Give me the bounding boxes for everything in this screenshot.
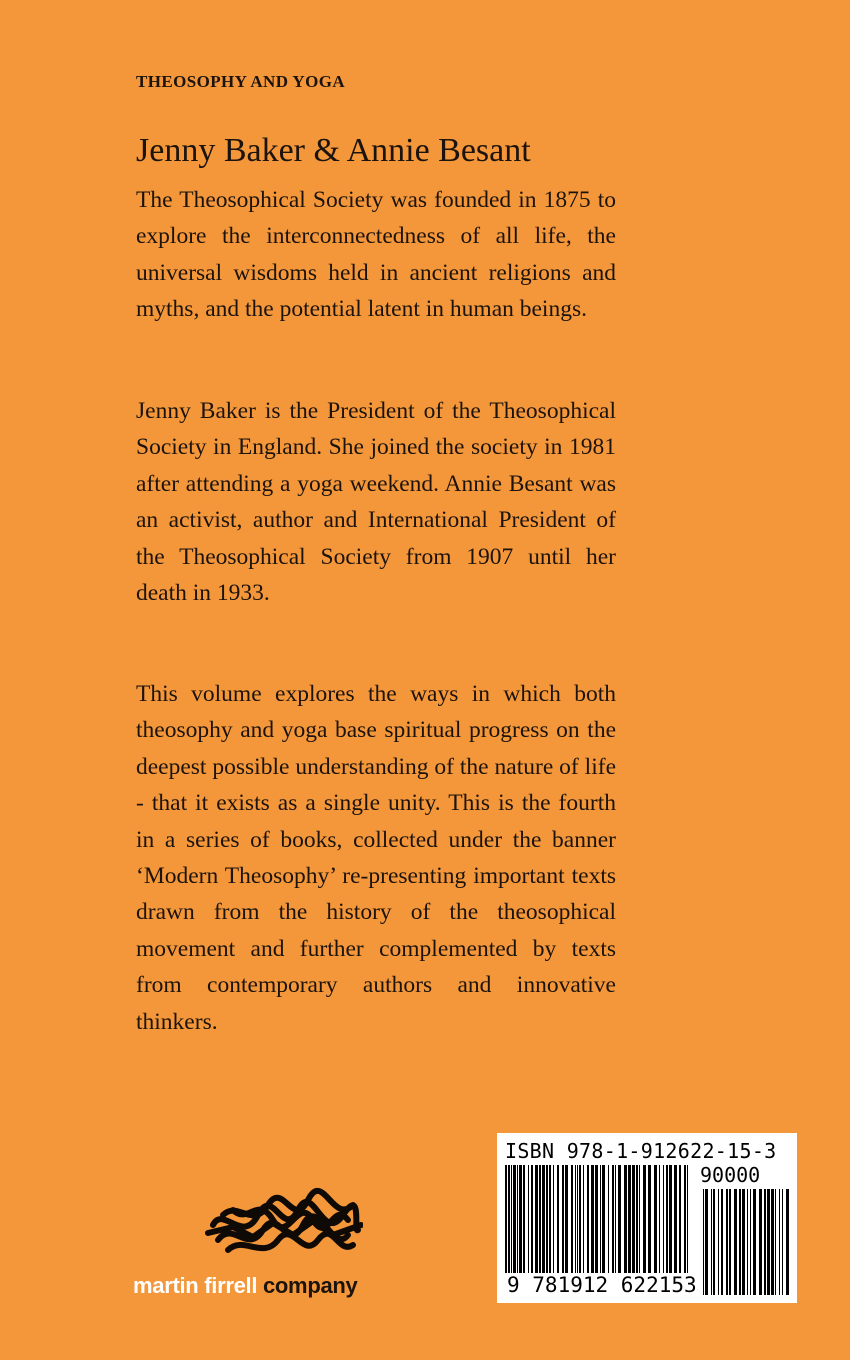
barcode-bar	[648, 1165, 651, 1283]
publisher-name	[133, 1273, 357, 1299]
barcode-bar	[786, 1189, 789, 1295]
barcode-bar	[553, 1165, 554, 1283]
barcode-bar	[771, 1189, 774, 1295]
barcode-bar	[624, 1165, 627, 1283]
barcode-bar	[734, 1189, 737, 1295]
barcode-bar	[595, 1165, 598, 1283]
scribble-logo-icon	[203, 1185, 363, 1270]
barcode-bar	[713, 1189, 715, 1295]
barcode-bar	[615, 1165, 616, 1283]
barcode-bar	[729, 1189, 731, 1295]
barcode-bar	[687, 1165, 688, 1283]
barcode-bar	[628, 1165, 631, 1283]
barcode-bar	[612, 1165, 614, 1283]
barcode-bar	[739, 1189, 741, 1295]
barcode-bar	[557, 1165, 559, 1283]
barcode-bar	[779, 1189, 780, 1295]
barcode-bar	[517, 1165, 518, 1283]
barcode-main-bars	[505, 1165, 691, 1283]
isbn-label: ISBN 978-1-912622-15-3	[505, 1139, 777, 1163]
barcode-bar	[528, 1165, 529, 1283]
barcode-bar	[575, 1165, 576, 1283]
author-bio-paragraph: Jenny Baker is the President of the Theosophical Society in England. She joined the society in 1981 after attending a yoga weekend. Annie Besant was an activist, author and International President of the Theosophical Society from 1907 until her death in 1933.	[136, 398, 616, 607]
barcode-bar	[654, 1165, 657, 1283]
barcode-bar	[523, 1165, 525, 1283]
barcode-panel	[497, 1133, 797, 1303]
barcode-addon-bars	[703, 1189, 789, 1295]
barcode-bar	[764, 1189, 766, 1295]
barcode-bar	[608, 1165, 609, 1283]
barcode-bar	[505, 1165, 507, 1283]
barcode-bar	[726, 1189, 728, 1295]
authors-heading: Jenny Baker & Annie Besant	[136, 132, 531, 169]
barcode-bar	[703, 1189, 704, 1295]
barcode-bar	[519, 1165, 522, 1283]
barcode-bar	[577, 1165, 578, 1283]
barcode-bar	[513, 1165, 516, 1283]
barcode-bar	[583, 1165, 584, 1283]
barcode-bar	[579, 1165, 581, 1283]
barcode-bar	[669, 1165, 672, 1283]
barcode-bar	[753, 1189, 756, 1295]
barcode-bar	[562, 1165, 564, 1283]
barcode-bar	[632, 1165, 635, 1283]
barcode-bar	[535, 1165, 538, 1283]
barcode-bar	[759, 1189, 762, 1295]
barcode-bar	[742, 1189, 745, 1295]
barcode-bar	[767, 1189, 770, 1295]
barcode-bar	[721, 1189, 723, 1295]
barcode-bar	[531, 1165, 533, 1283]
barcode-bar	[711, 1189, 712, 1295]
barcode-bar	[659, 1165, 660, 1283]
barcode-bar	[674, 1165, 677, 1283]
barcode-bar	[679, 1165, 681, 1283]
barcode-bar	[539, 1165, 541, 1283]
barcode-bar	[663, 1165, 664, 1283]
barcode-bar	[602, 1165, 605, 1283]
barcode-bar	[775, 1189, 776, 1295]
publisher-name-company: company	[262, 1273, 358, 1298]
barcode-bar	[508, 1165, 510, 1283]
barcode-bar	[565, 1165, 568, 1283]
barcode-bar	[600, 1165, 601, 1283]
barcode-addon-price: 90000	[700, 1163, 761, 1187]
barcode-bar	[718, 1189, 719, 1295]
publisher-logo	[133, 1185, 373, 1305]
barcode-bar	[684, 1165, 686, 1283]
series-title: THEOSOPHY AND YOGA	[136, 72, 346, 91]
barcode-bar	[618, 1165, 621, 1283]
barcode-bar	[750, 1189, 751, 1295]
barcode-digits: 9 781912 622153	[507, 1273, 697, 1297]
barcode-bar	[639, 1165, 640, 1283]
barcode-bar	[782, 1189, 783, 1295]
barcode-bar	[705, 1189, 708, 1295]
barcode-bar	[587, 1165, 589, 1283]
publisher-name-main: martin firrell	[133, 1273, 258, 1298]
barcode-bar	[542, 1165, 545, 1283]
barcode-bar	[571, 1165, 573, 1283]
barcode-bar	[591, 1165, 594, 1283]
barcode-bar	[666, 1165, 668, 1283]
barcode-bar	[643, 1165, 646, 1283]
barcode-bar	[549, 1165, 551, 1283]
volume-description-paragraph: This volume explores the ways in which both theosophy and yoga base spiritual progress on the deepest possible understanding of the nature of life - that it exists as a single unity. This is the fourth in a series of books, collected under the banner ‘Modern Theosophy’ re-presenting important texts drawn from the history of the theosophical movement and further complemented by texts from contemporary authors and innovative thinkers.	[136, 681, 616, 1035]
barcode-bar	[546, 1165, 548, 1283]
barcode-bar	[511, 1165, 512, 1283]
barcode-bar	[747, 1189, 748, 1295]
barcode-bar	[636, 1165, 638, 1283]
intro-paragraph: The Theosophical Society was founded in 1875 to explore the interconnectedness of all life, the universal wisdoms held in ancient religions and myths, and the potential latent in human beings.	[136, 187, 616, 323]
